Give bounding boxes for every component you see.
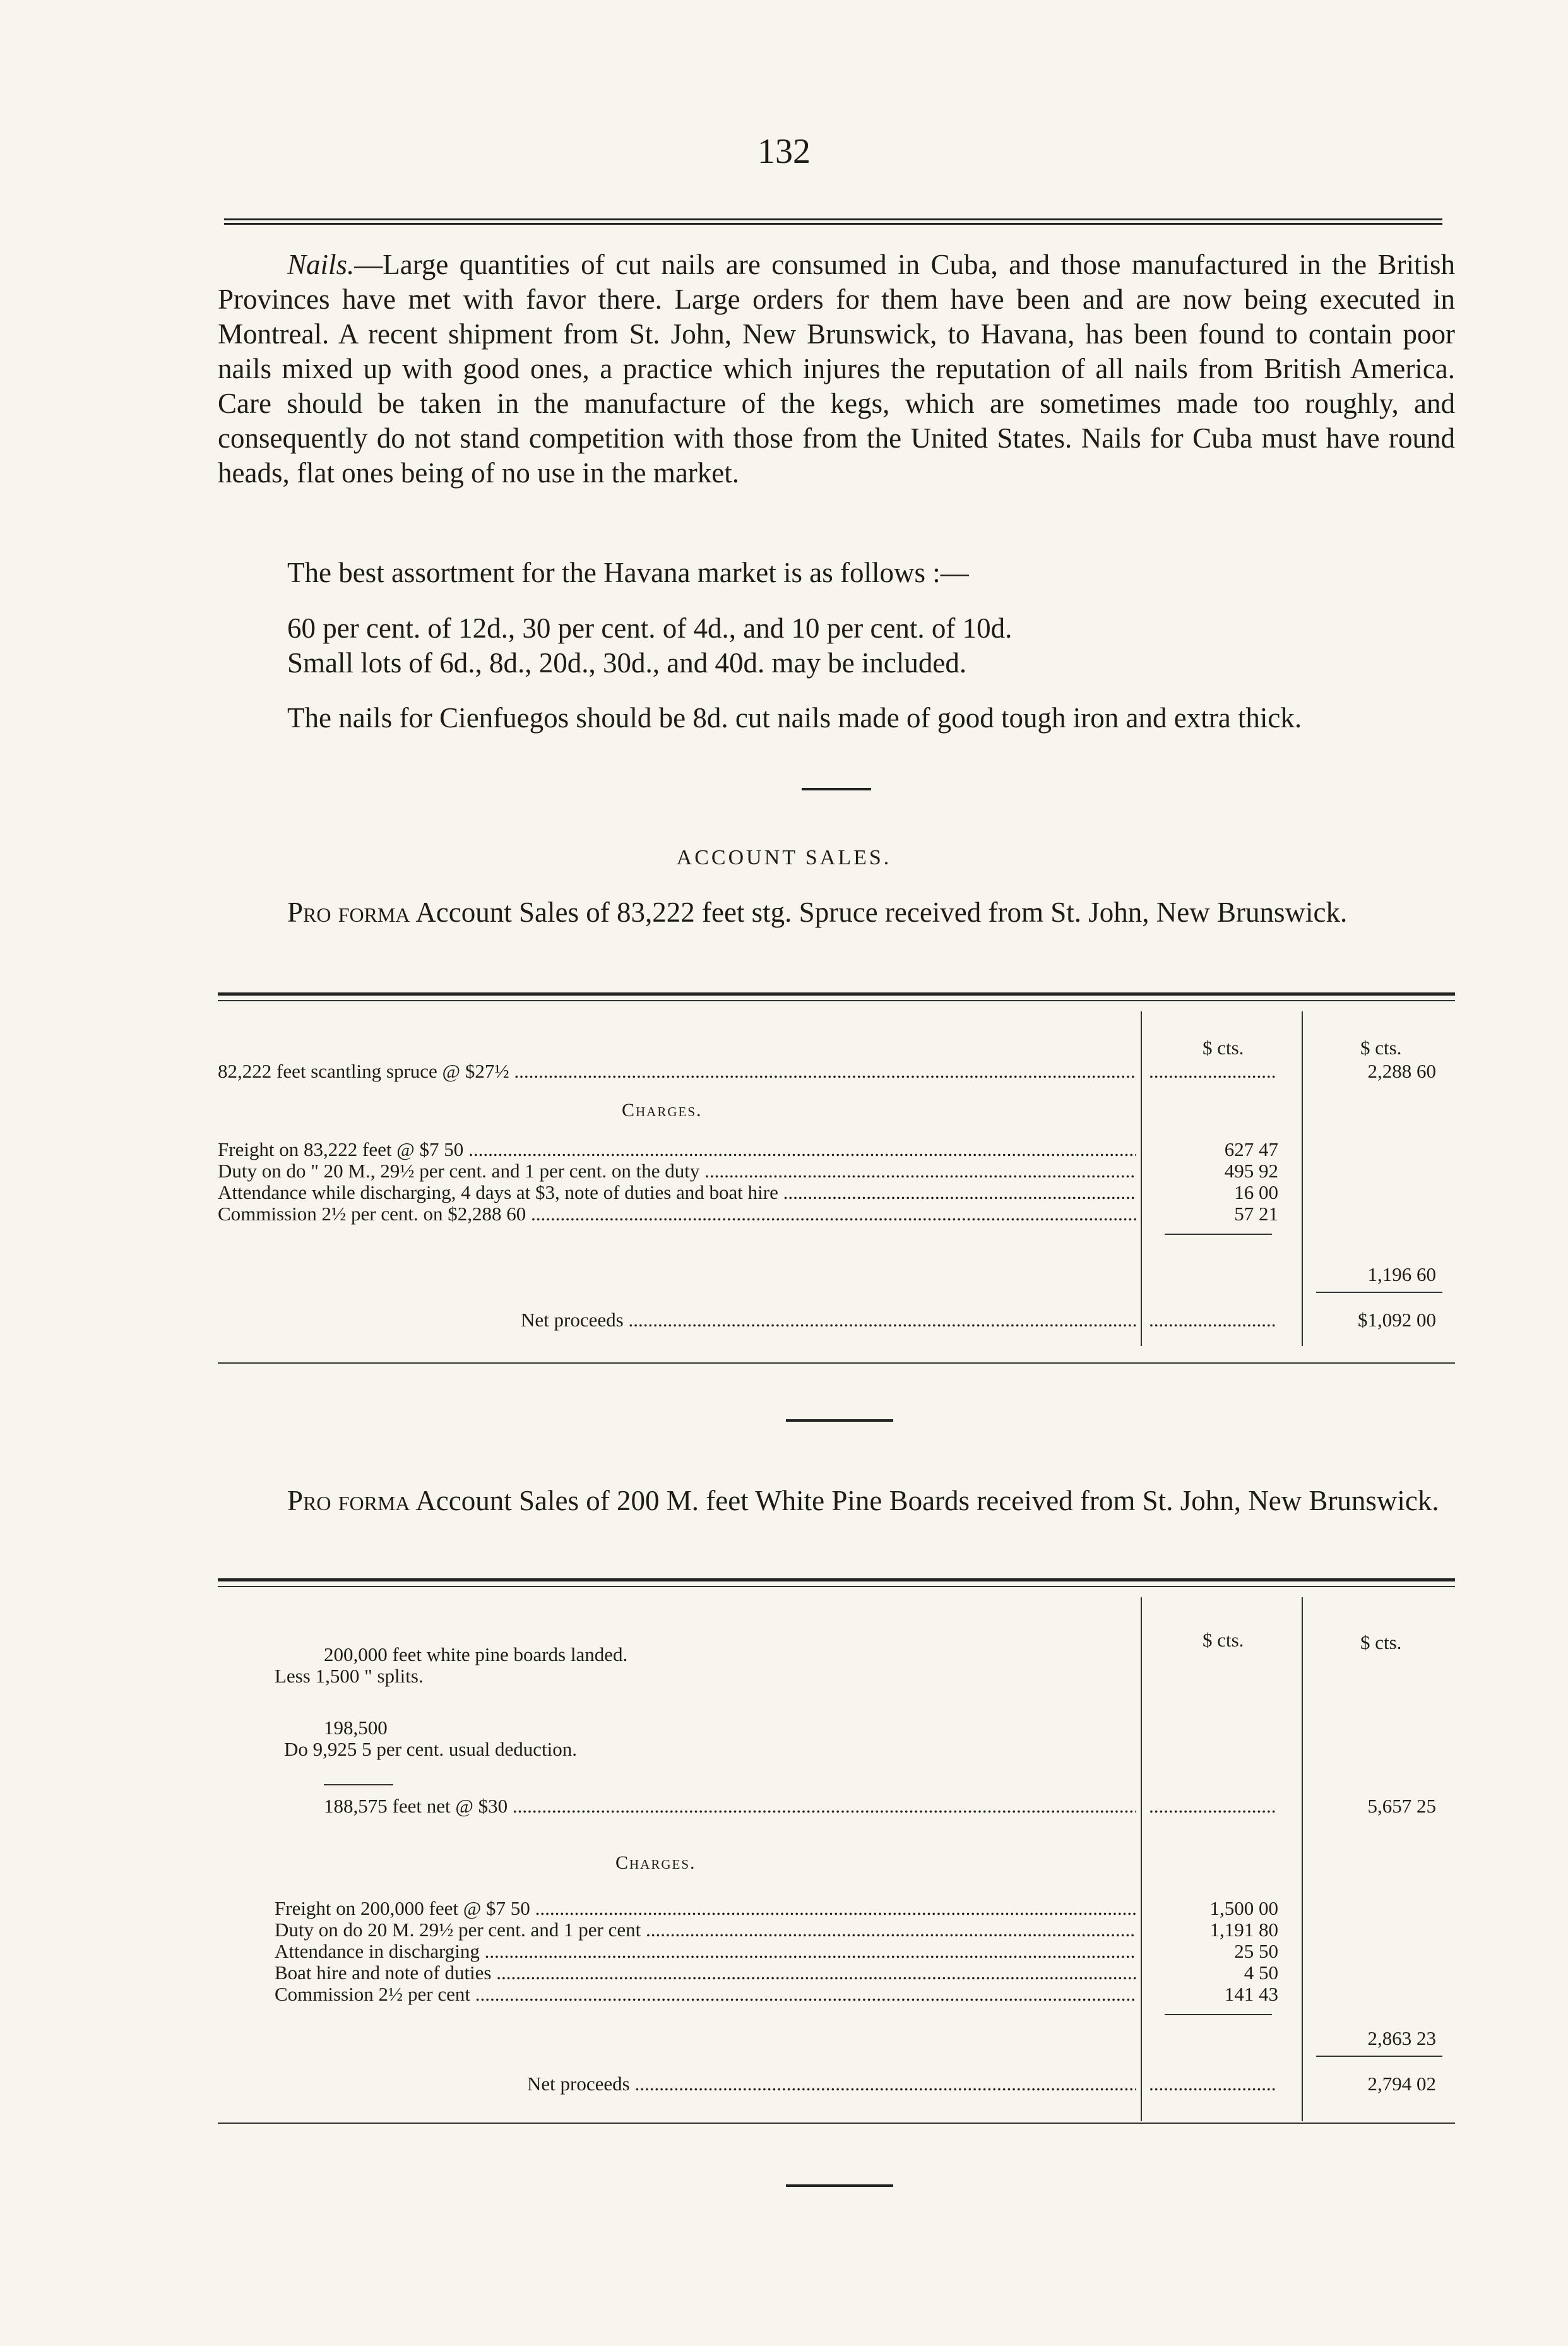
ledger-top-thin-rule [218, 1000, 1455, 1001]
spruce-net-amount: $1,092 00 [1358, 1309, 1436, 1331]
charge-label: Commission 2½ per cent ..... [275, 1984, 1136, 2005]
ledger-top-rule [218, 1578, 1455, 1581]
charge-label: Attendance while discharging, 4 days at $3, note of duties and boat hire ..... [218, 1182, 1136, 1203]
spruce-sale-amount: 2,288 60 [1367, 1060, 1436, 1082]
spruce-account-title [218, 895, 1455, 930]
nails-title: Nails. [287, 249, 355, 280]
assortment-line-1: 60 per cent. of 12d., 30 per cent. of 4d., and 10 per cent. of 10d. [287, 612, 1013, 644]
total-sum-rule [1316, 1292, 1442, 1293]
charge-label: Freight on 83,222 feet @ $7 50 ..... [218, 1139, 1136, 1160]
pine-line: 200,000 feet white pine boards landed. [324, 1643, 628, 1665]
pine-charges-label: Charges. [615, 1852, 696, 1873]
pine-line: 198,500 [324, 1717, 388, 1739]
pine-line: Do 9,925 5 per cent. usual deduction. [284, 1738, 578, 1760]
spruce-charges-total: 1,196 60 [1367, 1263, 1436, 1285]
charge-label: Freight on 200,000 feet @ $7 50 ..... [275, 1898, 1136, 1919]
ledger-top-rule [218, 992, 1455, 996]
pine-net-amount: 2,794 02 [1367, 2073, 1436, 2095]
spruce-charges-label: Charges. [622, 1100, 703, 1121]
charge-amount: 1,191 80 [1209, 1919, 1278, 1941]
col2-header: $ cts. [1360, 1631, 1402, 1653]
page-number: 132 [757, 132, 811, 171]
charges-sum-rule [1165, 1234, 1272, 1235]
pine-ledger [218, 1578, 1455, 2134]
dot-leader [1149, 1061, 1275, 1082]
spruce-title-text: Account Sales of 83,222 feet stg. Spruce received from St. John, New Brunswick. [410, 896, 1348, 928]
pine-charges-total: 2,863 23 [1367, 2027, 1436, 2049]
charge-label: Attendance in discharging ..... [275, 1941, 1136, 1962]
charge-amount: 4 50 [1244, 1962, 1278, 1984]
charge-amount: 25 50 [1234, 1940, 1278, 1962]
total-sum-rule [1316, 2056, 1442, 2057]
charge-amount: 1,500 00 [1209, 1897, 1278, 1919]
pine-line: Less 1,500 " splits. [275, 1665, 424, 1687]
pine-net-feet-amount: 5,657 25 [1367, 1795, 1436, 1817]
col1-header: $ cts. [1203, 1037, 1244, 1059]
pine-net-label: Net proceeds ..... [527, 2073, 1136, 2095]
section-divider [802, 788, 871, 790]
charge-amount: 57 21 [1234, 1203, 1278, 1225]
charges-sum-rule [1165, 2014, 1272, 2015]
pine-net-feet-label: 188,575 feet net @ $30 ..... [324, 1795, 1136, 1817]
pine-title-text: Account Sales of 200 M. feet White Pine Boards received from St. John, New Brunswick. [410, 1485, 1439, 1516]
charge-amount: 495 92 [1224, 1160, 1278, 1182]
spruce-pro-forma: Pro forma [287, 896, 410, 928]
charge-amount: 16 00 [1234, 1181, 1278, 1203]
ledger-top-thin-rule [218, 1586, 1455, 1587]
ledger-bottom-rule [218, 1362, 1455, 1364]
charge-label: Duty on do 20 M. 29½ per cent. and 1 per cent ..... [275, 1919, 1136, 1941]
section-divider [786, 2184, 893, 2187]
cienfuegos-paragraph [218, 701, 1455, 735]
ledger-column-divider [1141, 1597, 1142, 2121]
charge-label: Commission 2½ per cent. on $2,288 60 ..... [218, 1203, 1136, 1225]
ledger-bottom-rule [218, 2123, 1455, 2124]
spruce-sale-label: 82,222 feet scantling spruce @ $27½ ..... [218, 1061, 1136, 1082]
col1-header: $ cts. [1203, 1629, 1244, 1651]
charge-amount: 627 47 [1224, 1138, 1278, 1160]
assortment-intro [218, 556, 1455, 590]
charge-label: Boat hire and note of duties ..... [275, 1962, 1136, 1984]
nails-text: —Large quantities of cut nails are consumed in Cuba, and those manufactured in the British Provinces have met with favor there. Large orders for them have been and are now being executed in Montreal. A recent shipment from St. John, New Brunswick, to Havana, has been found to contain poor nails mixed up with good ones, a practice which injures the reputation of all nails from British America. Care should be taken in the manufacture of the kegs, which are sometimes made too roughly, and consequently do not stand competition with those from the United States. Nails for Cuba must have round heads, flat ones being of no use in the market. [218, 249, 1455, 489]
cienfuegos-text: The nails for Cienfuegos should be 8d. cut nails made of good tough iron and extra thick. [287, 702, 1302, 734]
charge-amount: 141 43 [1224, 1983, 1278, 2005]
ledger-column-divider [1141, 1011, 1142, 1346]
spruce-ledger [218, 992, 1455, 1371]
pine-pro-forma: Pro forma [287, 1485, 410, 1516]
dot-leader [1149, 2073, 1275, 2095]
account-sales-heading: ACCOUNT SALES. [676, 846, 892, 869]
pine-feet-rule [324, 1784, 393, 1785]
assortment-line-2: Small lots of 6d., 8d., 20d., 30d., and 40d. may be included. [287, 647, 967, 679]
assortment-intro-text: The best assortment for the Havana market is as follows :— [287, 557, 969, 588]
charge-label: Duty on do " 20 M., 29½ per cent. and 1 per cent. on the duty ..... [218, 1160, 1136, 1182]
header-double-rule [224, 218, 1442, 225]
pine-account-title [218, 1484, 1455, 1518]
nails-paragraph [218, 247, 1455, 491]
spruce-net-label: Net proceeds ..... [521, 1309, 1136, 1331]
dot-leader [1149, 1795, 1275, 1817]
dot-leader [1149, 1309, 1275, 1331]
section-divider [786, 1419, 893, 1422]
col2-header: $ cts. [1360, 1037, 1402, 1059]
